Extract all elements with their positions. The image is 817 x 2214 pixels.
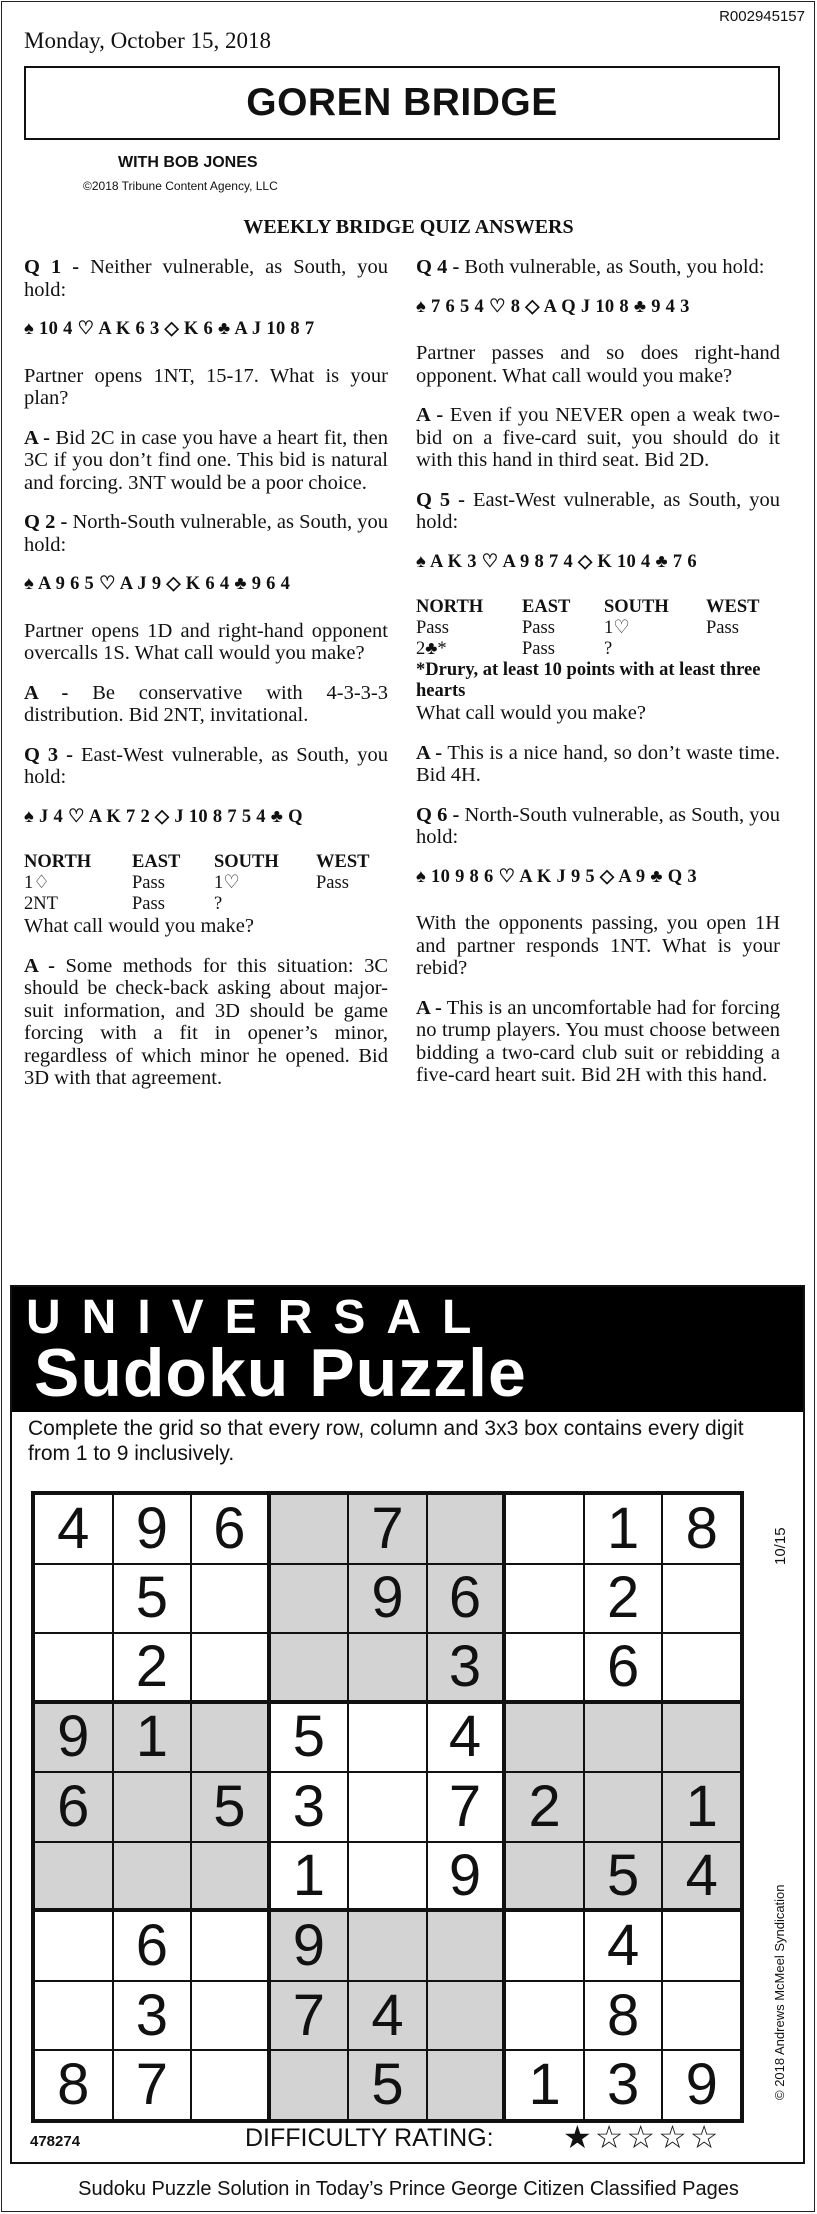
sudoku-cell bbox=[662, 1911, 741, 1981]
bidding-table-5 bbox=[416, 597, 759, 660]
empty-star-icon: ☆ bbox=[658, 2118, 690, 2156]
sudoku-cell bbox=[191, 1703, 270, 1773]
sudoku-cell bbox=[34, 1633, 113, 1703]
hand-5: ♠ A K 3 ♡ A 9 8 7 4 ◇ K 10 4 ♣ 7 6 bbox=[416, 551, 697, 572]
sudoku-cell: 3 bbox=[270, 1772, 349, 1842]
sudoku-cell: 6 bbox=[191, 1494, 270, 1564]
bid-header-west: WEST bbox=[706, 597, 760, 617]
sudoku-cell bbox=[191, 2050, 270, 2120]
sudoku-cell bbox=[348, 1911, 427, 1981]
question-1 bbox=[24, 256, 388, 301]
sudoku-brand: UNIVERSAL bbox=[26, 1291, 493, 1344]
answer-text: Some methods for this situation: 3C should be check-back asking about major-suit information, and 3D should be game forcing with a fit in opener’s minor, regardless of which minor he opened. Bid 3D with that agreement. bbox=[24, 954, 389, 1089]
sudoku-cell bbox=[270, 1494, 349, 1564]
bid-cell: 1♢ bbox=[24, 873, 50, 893]
sudoku-cell: 9 bbox=[113, 1494, 192, 1564]
sudoku-cell bbox=[34, 1911, 113, 1981]
bid-footnote: *Drury, at least 10 points with at least three hearts bbox=[416, 660, 761, 701]
bid-cell bbox=[316, 894, 369, 915]
bid-cell: ? bbox=[214, 894, 223, 914]
sudoku-cell bbox=[191, 1911, 270, 1981]
sudoku-cell bbox=[348, 1633, 427, 1703]
sudoku-cell bbox=[191, 1633, 270, 1703]
sudoku-cell: 7 bbox=[348, 1494, 427, 1564]
sudoku-cell: 4 bbox=[584, 1911, 663, 1981]
sudoku-cell: 6 bbox=[427, 1564, 506, 1634]
sudoku-cell: 5 bbox=[584, 1842, 663, 1912]
sudoku-cell: 4 bbox=[348, 1981, 427, 2051]
question-text: What call would you make? bbox=[24, 915, 254, 937]
quiz-column-right bbox=[416, 256, 780, 1104]
sudoku-cell: 7 bbox=[427, 1772, 506, 1842]
syndication-credit: © 2018 Andrews McMeel Syndication bbox=[772, 1884, 787, 2100]
sudoku-cell: 5 bbox=[191, 1772, 270, 1842]
column-title: GOREN BRIDGE bbox=[246, 81, 558, 124]
sudoku-cell: 6 bbox=[113, 1911, 192, 1981]
sudoku-grid bbox=[31, 1491, 744, 2123]
sudoku-cell: 1 bbox=[662, 1772, 741, 1842]
answer-label: A - bbox=[416, 404, 444, 426]
sudoku-cell: 2 bbox=[113, 1633, 192, 1703]
sudoku-cell bbox=[505, 1564, 584, 1634]
sudoku-cell bbox=[191, 1981, 270, 2051]
puzzle-number: 478274 bbox=[30, 2133, 81, 2150]
sudoku-cell bbox=[505, 1911, 584, 1981]
sudoku-cell bbox=[348, 1842, 427, 1912]
sudoku-cell bbox=[662, 1981, 741, 2051]
question-text: What call would you make? bbox=[416, 702, 646, 724]
sudoku-cell: 4 bbox=[427, 1703, 506, 1773]
answer-label: A - bbox=[24, 426, 51, 449]
quiz-heading: WEEKLY BRIDGE QUIZ ANSWERS bbox=[243, 216, 574, 238]
difficulty-stars bbox=[563, 2118, 721, 2156]
sudoku-cell bbox=[270, 1564, 349, 1634]
empty-star-icon: ☆ bbox=[594, 2118, 627, 2156]
bid-cell: Pass bbox=[522, 618, 555, 638]
publication-date: Monday, October 15, 2018 bbox=[24, 28, 271, 53]
sudoku-cell bbox=[348, 1772, 427, 1842]
question-setup: Neither vulnerable, as South, you hold: bbox=[24, 256, 388, 301]
sudoku-cell: 3 bbox=[113, 1981, 192, 2051]
sudoku-cell bbox=[191, 1564, 270, 1634]
sudoku-cell bbox=[662, 1633, 741, 1703]
bid-header-north: NORTH bbox=[24, 852, 92, 872]
sudoku-cell bbox=[584, 1703, 663, 1773]
question-3 bbox=[24, 744, 388, 789]
sudoku-cell bbox=[505, 1494, 584, 1564]
bid-header-east: EAST bbox=[132, 852, 181, 872]
sudoku-cell bbox=[505, 1633, 584, 1703]
question-setup: Both vulnerable, as South, you hold: bbox=[464, 256, 765, 278]
question-setup: North-South vulnerable, as South, you hold: bbox=[24, 511, 388, 556]
question-label: Q 1 - bbox=[24, 256, 80, 278]
answer-4 bbox=[416, 404, 780, 472]
sudoku-cell: 3 bbox=[584, 2050, 663, 2120]
bid-cell: 1♡ bbox=[604, 618, 630, 638]
answer-text: This is an uncomfortable had for forcing no trump players. You must choose between bidding a two-card club suit or rebidding a five-card heart suit. Bid 2H with this hand. bbox=[416, 996, 780, 1086]
bid-cell: ? bbox=[604, 639, 613, 659]
bid-cell: Pass bbox=[132, 894, 165, 914]
question-label: Q 3 - bbox=[24, 743, 73, 766]
sudoku-cell bbox=[505, 1842, 584, 1912]
hand-3: ♠ J 4 ♡ A K 7 2 ◇ J 10 8 7 5 4 ♣ Q bbox=[24, 806, 303, 827]
sudoku-cell: 7 bbox=[270, 1981, 349, 2051]
column-title-box bbox=[24, 66, 780, 140]
sudoku-cell: 9 bbox=[348, 1564, 427, 1634]
bid-cell: 2♣* bbox=[416, 639, 447, 659]
sudoku-cell: 5 bbox=[270, 1703, 349, 1773]
answer-label: A - bbox=[416, 741, 443, 764]
bid-header-south: SOUTH bbox=[604, 597, 669, 617]
sudoku-cell bbox=[113, 1772, 192, 1842]
sudoku-cell: 7 bbox=[113, 2050, 192, 2120]
answer-label: A - bbox=[24, 681, 69, 704]
sudoku-cell bbox=[505, 1981, 584, 2051]
sudoku-cell bbox=[270, 1633, 349, 1703]
sudoku-cell bbox=[34, 1564, 113, 1634]
sudoku-cell: 8 bbox=[584, 1981, 663, 2051]
answer-1 bbox=[24, 427, 388, 495]
sudoku-cell bbox=[427, 1981, 506, 2051]
sudoku-cell: 9 bbox=[270, 1911, 349, 1981]
sudoku-cell: 8 bbox=[662, 1494, 741, 1564]
sudoku-cell: 8 bbox=[34, 2050, 113, 2120]
quiz-column-left bbox=[24, 256, 388, 1107]
sudoku-instructions: Complete the grid so that every row, column and 3x3 box contains every digit from 1 to 9 inclusively. bbox=[28, 1417, 744, 1465]
sudoku-cell bbox=[505, 1703, 584, 1773]
answer-5 bbox=[416, 742, 780, 787]
sudoku-cell: 4 bbox=[34, 1494, 113, 1564]
sudoku-title: Sudoku Puzzle bbox=[34, 1335, 527, 1411]
bid-cell: Pass bbox=[706, 618, 739, 638]
sudoku-cell bbox=[34, 1981, 113, 2051]
question-label: Q 6 - bbox=[416, 803, 460, 826]
sudoku-cell bbox=[427, 1911, 506, 1981]
question-label: Q 5 - bbox=[416, 488, 465, 511]
question-label: Q 2 - bbox=[24, 511, 68, 533]
hand-2: ♠ A 9 6 5 ♡ A J 9 ◇ K 6 4 ♣ 9 6 4 bbox=[24, 574, 291, 594]
sudoku-cell bbox=[191, 1842, 270, 1912]
bid-cell: Pass bbox=[316, 873, 349, 893]
sudoku-cell: 6 bbox=[584, 1633, 663, 1703]
bid-header-east: EAST bbox=[522, 597, 571, 617]
bid-cell bbox=[706, 639, 759, 660]
solution-note: Sudoku Puzzle Solution in Today’s Prince George Citizen Classified Pages bbox=[78, 2178, 739, 2200]
sudoku-cell: 1 bbox=[584, 1494, 663, 1564]
bid-cell: Pass bbox=[522, 639, 555, 659]
sudoku-cell: 1 bbox=[270, 1842, 349, 1912]
bid-cell: 1♡ bbox=[214, 873, 240, 893]
sudoku-cell bbox=[270, 2050, 349, 2120]
hand-4: ♠ 7 6 5 4 ♡ 8 ◇ A Q J 10 8 ♣ 9 4 3 bbox=[416, 296, 690, 317]
question-text: Partner passes and so does right-hand opponent. What call would you make? bbox=[416, 342, 780, 387]
sudoku-cell bbox=[427, 2050, 506, 2120]
question-2 bbox=[24, 511, 388, 556]
question-setup: East-West vulnerable, as South, you hold: bbox=[416, 488, 780, 533]
filled-star-icon: ★ bbox=[563, 2118, 595, 2156]
answer-2 bbox=[24, 682, 388, 727]
byline: WITH BOB JONES bbox=[118, 154, 258, 171]
sudoku-cell: 2 bbox=[505, 1772, 584, 1842]
copyright-notice: ©2018 Tribune Content Agency, LLC bbox=[83, 179, 278, 193]
sudoku-cell: 6 bbox=[34, 1772, 113, 1842]
sudoku-cell: 9 bbox=[427, 1842, 506, 1912]
answer-text: Bid 2C in case you have a heart fit, then 3C if you don’t find one. This bid is natural and forcing. 3NT would be a poor choice. bbox=[24, 426, 389, 494]
empty-star-icon: ☆ bbox=[689, 2118, 722, 2156]
question-text: With the opponents passing, you open 1H and partner responds 1NT. What is your rebid? bbox=[416, 912, 780, 979]
sudoku-cell bbox=[348, 1703, 427, 1773]
answer-label: A - bbox=[416, 996, 442, 1019]
sudoku-cell: 1 bbox=[505, 2050, 584, 2120]
sudoku-cell: 9 bbox=[662, 2050, 741, 2120]
answer-label: A - bbox=[24, 954, 56, 977]
sudoku-cell bbox=[662, 1564, 741, 1634]
sudoku-cell bbox=[113, 1842, 192, 1912]
bid-header-north: NORTH bbox=[416, 597, 484, 617]
hand-6: ♠ 10 9 8 6 ♡ A K J 9 5 ◇ A 9 ♣ Q 3 bbox=[416, 866, 697, 887]
sudoku-cell: 5 bbox=[113, 1564, 192, 1634]
question-setup: North-South vulnerable, as South, you hold: bbox=[416, 803, 780, 848]
question-text: Partner opens 1D and right-hand opponent overcalls 1S. What call would you make? bbox=[24, 619, 388, 664]
question-4 bbox=[416, 256, 780, 279]
bid-cell: Pass bbox=[416, 618, 449, 638]
answer-3 bbox=[24, 955, 388, 1090]
sudoku-cell: 4 bbox=[662, 1842, 741, 1912]
question-setup: East-West vulnerable, as South, you hold: bbox=[24, 743, 388, 788]
sudoku-cell bbox=[584, 1772, 663, 1842]
question-text: Partner opens 1NT, 15-17. What is your plan? bbox=[24, 364, 388, 409]
bid-cell: Pass bbox=[132, 873, 165, 893]
question-6 bbox=[416, 804, 780, 849]
sudoku-cell bbox=[662, 1703, 741, 1773]
question-5 bbox=[416, 489, 780, 534]
sudoku-cell: 2 bbox=[584, 1564, 663, 1634]
bid-header-south: SOUTH bbox=[214, 852, 279, 872]
bid-header-west: WEST bbox=[316, 852, 370, 872]
hand-1: ♠ 10 4 ♡ A K 6 3 ◇ K 6 ♣ A J 10 8 7 bbox=[24, 319, 315, 339]
sudoku-cell: 3 bbox=[427, 1633, 506, 1703]
answer-text: This is a nice hand, so don’t waste time. Bid 4H. bbox=[416, 741, 781, 786]
answer-6 bbox=[416, 997, 780, 1087]
bid-cell: 2NT bbox=[24, 894, 58, 914]
question-label: Q 4 - bbox=[416, 256, 460, 278]
answer-text: Be conservative with 4-3-3-3 distribution. Bid 2NT, invitational. bbox=[24, 681, 388, 726]
sudoku-cell: 9 bbox=[34, 1703, 113, 1773]
difficulty-label: DIFFICULTY RATING: bbox=[245, 2124, 494, 2152]
bidding-table-3 bbox=[24, 852, 369, 915]
answer-text: Even if you NEVER open a weak two-bid on a five-card suit, you should do it with this hand in third seat. Bid 2D. bbox=[416, 404, 781, 471]
sudoku-cell: 5 bbox=[348, 2050, 427, 2120]
sudoku-cell bbox=[427, 1494, 506, 1564]
empty-star-icon: ☆ bbox=[626, 2118, 659, 2156]
reference-code: R002945157 bbox=[719, 8, 805, 25]
puzzle-date-code: 10/15 bbox=[772, 1527, 789, 1565]
sudoku-cell: 1 bbox=[113, 1703, 192, 1773]
sudoku-cell bbox=[34, 1842, 113, 1912]
